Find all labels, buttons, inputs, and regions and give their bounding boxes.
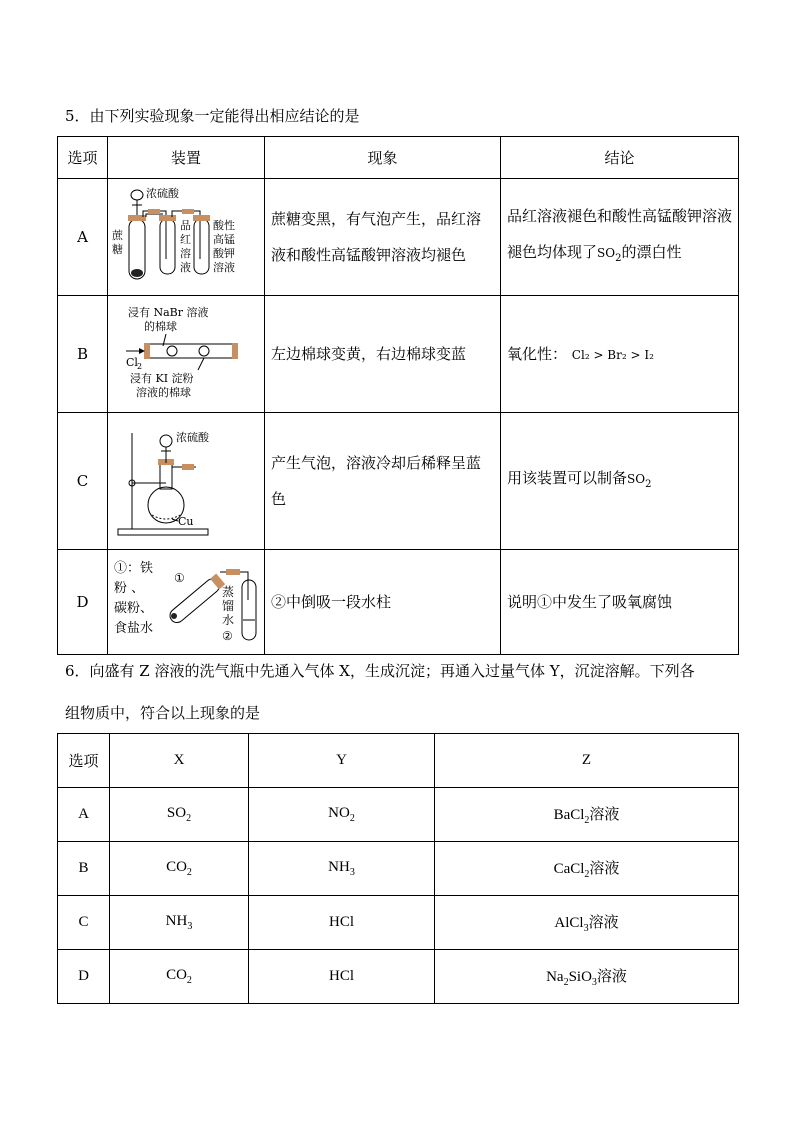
apparatus-c [108,413,265,550]
table-row [58,842,739,896]
apparatus-d [108,550,265,655]
option-label: D [58,950,110,1004]
svg-text:液: 液 [180,261,191,274]
cell-x: $CO_2$ [110,950,249,1004]
header-conclusion: 结论 [501,137,739,179]
svg-text:浓硫酸: 浓硫酸 [176,431,209,444]
table-row [58,950,739,1004]
svg-text:①：铁: ①：铁 [114,561,154,576]
conclusion-d: 说明①中发生了吸氧腐蚀 [501,550,739,655]
svg-text:溶: 溶 [180,247,191,260]
svg-text:的棉球: 的棉球 [144,320,177,333]
conclusion-a: 品红溶液褪色和酸性高锰酸钾溶液褪色均体现了$SO_2$的漂白性 [501,179,739,296]
svg-text:酸性: 酸性 [213,219,235,232]
cell-x: $SO_2$ [110,788,249,842]
table-row [58,413,739,550]
svg-text:馏: 馏 [222,599,235,613]
cell-z: $Na_2SiO_3$溶液 [435,950,739,1004]
apparatus-b-diagram [108,296,264,408]
label-sucrose-1: 蔗 [112,229,123,242]
cell-z: CaCl$_2$溶液 [435,842,739,896]
phenomenon-d: ②中倒吸一段水柱 [265,550,501,655]
svg-text:食盐水: 食盐水 [114,621,154,636]
svg-text:酸钾: 酸钾 [213,247,235,260]
cell-x: $NH_3$ [110,896,249,950]
phenomenon-a: 蔗糖变黑，有气泡产生，品红溶液和酸性高锰酸钾溶液均褪色 [265,179,501,296]
svg-text:品: 品 [180,219,191,232]
conclusion-b: 氧化性： Cl₂ > Br₂ > I₂ [501,296,739,413]
svg-text:红: 红 [180,233,191,246]
phenomenon-b: 左边棉球变黄，右边棉球变蓝 [265,296,501,413]
label-sucrose-2: 糖 [112,243,123,256]
option-label: D [58,550,108,655]
header-option: 选项 [58,734,110,788]
svg-text:浸有 NaBr 溶液: 浸有 NaBr 溶液 [128,306,209,319]
svg-text:蒸: 蒸 [222,585,235,599]
question-6-table [57,733,739,1004]
apparatus-c-diagram [108,413,264,545]
svg-text:②: ② [222,629,233,643]
svg-text:高锰: 高锰 [213,233,235,246]
label-conc-sulfuric: 浓硫酸 [146,187,179,200]
table-header-row [58,137,739,179]
header-apparatus: 装置 [108,137,265,179]
table-row [58,179,739,296]
svg-text:溶液: 溶液 [213,261,235,274]
svg-text:碳粉、: 碳粉、 [114,601,154,616]
header-option: 选项 [58,137,108,179]
table-header-row [58,734,739,788]
option-label: C [58,896,110,950]
phenomenon-c: 产生气泡，溶液冷却后稀释呈蓝色 [265,413,501,550]
option-label: A [58,788,110,842]
svg-text:Cu: Cu [178,515,194,528]
question-5-stem: 5．由下列实验现象一定能得出相应结论的是 [65,107,360,125]
header-x: X [110,734,249,788]
apparatus-a-diagram [108,179,264,291]
svg-text:浸有 KI 淀粉: 浸有 KI 淀粉 [130,372,194,385]
question-6-stem-line1: 6．向盛有 Z 溶液的洗气瓶中先通入气体 X，生成沉淀；再通入过量气体 Y，沉淀溶解。下列各 [65,662,695,680]
question-6-stem-line2: 组物质中，符合以上现象的是 [65,704,261,722]
header-y: Y [249,734,435,788]
table-row [58,550,739,655]
table-row [58,296,739,413]
apparatus-d-diagram [108,550,264,650]
cell-y: $NO_2$ [249,788,435,842]
svg-text:2: 2 [137,362,143,371]
question-5-table [57,136,739,655]
option-label: A [58,179,108,296]
cell-x: $CO_2$ [110,842,249,896]
option-label: B [58,842,110,896]
conclusion-c: 用该装置可以制备$SO_2$ [501,413,739,550]
apparatus-b [108,296,265,413]
header-phenomenon: 现象 [265,137,501,179]
svg-text:①: ① [174,571,185,585]
table-row [58,896,739,950]
apparatus-a [108,179,265,296]
svg-text:Cl: Cl [126,356,138,369]
svg-text:溶液的棉球: 溶液的棉球 [136,386,191,399]
cell-y: HCl [249,950,435,1004]
header-z: Z [435,734,739,788]
cell-z: AlCl$_3$溶液 [435,896,739,950]
cell-z: BaCl$_2$溶液 [435,788,739,842]
cell-y: $NH_3$ [249,842,435,896]
cell-y: HCl [249,896,435,950]
option-label: B [58,296,108,413]
table-row [58,788,739,842]
svg-text:粉 、: 粉 、 [114,581,145,596]
svg-text:水: 水 [222,613,235,627]
option-label: C [58,413,108,550]
